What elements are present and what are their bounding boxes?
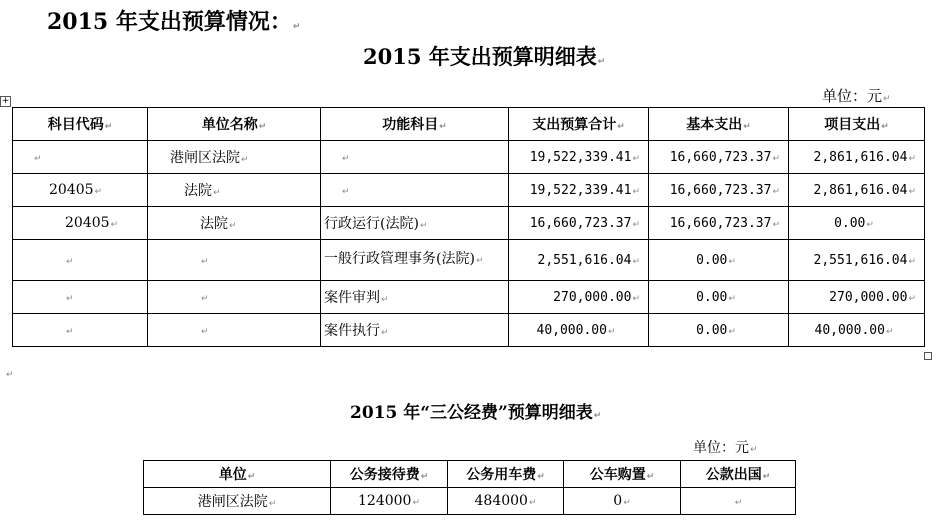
table-cell[interactable]: 0.00↵: [649, 240, 789, 281]
table-cell[interactable]: 19,522,339.41↵: [509, 174, 649, 207]
header-cell[interactable]: 功能科目↵: [321, 108, 509, 141]
table-row: [13, 314, 925, 347]
table-cell[interactable]: ↵: [148, 314, 321, 347]
table-cell[interactable]: 2,861,616.04↵: [789, 174, 925, 207]
table-cell[interactable]: 0.00↵: [649, 314, 789, 347]
table-cell[interactable]: 0.00↵: [649, 281, 789, 314]
table-cell[interactable]: 案件执行↵: [321, 314, 509, 347]
table-cell[interactable]: 16,660,723.37↵: [649, 141, 789, 174]
table-cell[interactable]: ↵: [148, 281, 321, 314]
unit-label-2: 单位：元↵: [693, 440, 758, 456]
table-row: [13, 281, 925, 314]
table-cell[interactable]: 19,522,339.41↵: [509, 141, 649, 174]
table-cell[interactable]: ↵: [148, 240, 321, 281]
table-cell[interactable]: 0↵: [564, 488, 681, 515]
header-cell[interactable]: 支出预算合计↵: [509, 108, 649, 141]
table-cell[interactable]: 16,660,723.37↵: [649, 207, 789, 240]
table-cell[interactable]: 20405↵: [13, 174, 148, 207]
table-cell[interactable]: 2,861,616.04↵: [789, 141, 925, 174]
table-cell[interactable]: 行政运行(法院)↵: [321, 207, 509, 240]
header-cell[interactable]: 公务用车费↵: [448, 461, 564, 488]
table-cell[interactable]: ↵: [13, 141, 148, 174]
table-row: [144, 488, 796, 515]
table-cell[interactable]: ↵: [321, 174, 509, 207]
document-title: 2015 年支出预算情况：↵: [47, 9, 301, 35]
header-cell[interactable]: 公务接待费↵: [331, 461, 448, 488]
table-title: 2015 年支出预算明细表↵: [363, 44, 606, 69]
budget-detail-table: [12, 107, 925, 347]
table-row: [13, 174, 925, 207]
table-cell[interactable]: 2,551,616.04↵: [789, 240, 925, 281]
table-cell[interactable]: 40,000.00↵: [789, 314, 925, 347]
table-resize-handle[interactable]: [924, 352, 932, 360]
table-cell[interactable]: 2,551,616.04↵: [509, 240, 649, 281]
paragraph-mark-icon: ↵: [6, 370, 14, 380]
three-public-expenses-table: [143, 460, 796, 515]
table-header-row: [13, 108, 925, 141]
table-cell[interactable]: 案件审判↵: [321, 281, 509, 314]
table-cell[interactable]: 16,660,723.37↵: [649, 174, 789, 207]
table-cell[interactable]: ↵: [13, 281, 148, 314]
table-move-handle-icon[interactable]: +: [1, 96, 10, 106]
header-cell[interactable]: 公款出国↵: [681, 461, 796, 488]
table-cell[interactable]: 港闸区法院↵: [144, 488, 331, 515]
header-cell[interactable]: 单位名称↵: [148, 108, 321, 141]
table-cell[interactable]: ↵: [13, 240, 148, 281]
table-cell[interactable]: 一般行政管理事务(法院)↵: [321, 240, 509, 281]
table-row: [13, 141, 925, 174]
table-cell[interactable]: 法院↵: [148, 207, 321, 240]
header-cell[interactable]: 基本支出↵: [649, 108, 789, 141]
unit-label: 单位：元↵: [822, 87, 891, 105]
header-cell[interactable]: 项目支出↵: [789, 108, 925, 141]
table-row: [13, 240, 925, 281]
table-cell[interactable]: ↵: [321, 141, 509, 174]
table-cell[interactable]: 港闸区法院↵: [148, 141, 321, 174]
section-title: 2015 年“三公经费”预算明细表↵: [350, 403, 602, 423]
table-cell[interactable]: 124000↵: [331, 488, 448, 515]
table-cell[interactable]: 270,000.00↵: [789, 281, 925, 314]
table-cell[interactable]: 法院↵: [148, 174, 321, 207]
header-cell[interactable]: 科目代码↵: [13, 108, 148, 141]
table-header-row: [144, 461, 796, 488]
table-cell[interactable]: 270,000.00↵: [509, 281, 649, 314]
table-cell[interactable]: 0.00↵: [789, 207, 925, 240]
header-cell[interactable]: 单位↵: [144, 461, 331, 488]
table-cell[interactable]: 20405↵: [13, 207, 148, 240]
table-cell[interactable]: ↵: [13, 314, 148, 347]
header-cell[interactable]: 公车购置↵: [564, 461, 681, 488]
table-cell[interactable]: 484000↵: [448, 488, 564, 515]
table-cell[interactable]: 40,000.00↵: [509, 314, 649, 347]
table-cell[interactable]: ↵: [681, 488, 796, 515]
table-row: [13, 207, 925, 240]
table-cell[interactable]: 16,660,723.37↵: [509, 207, 649, 240]
